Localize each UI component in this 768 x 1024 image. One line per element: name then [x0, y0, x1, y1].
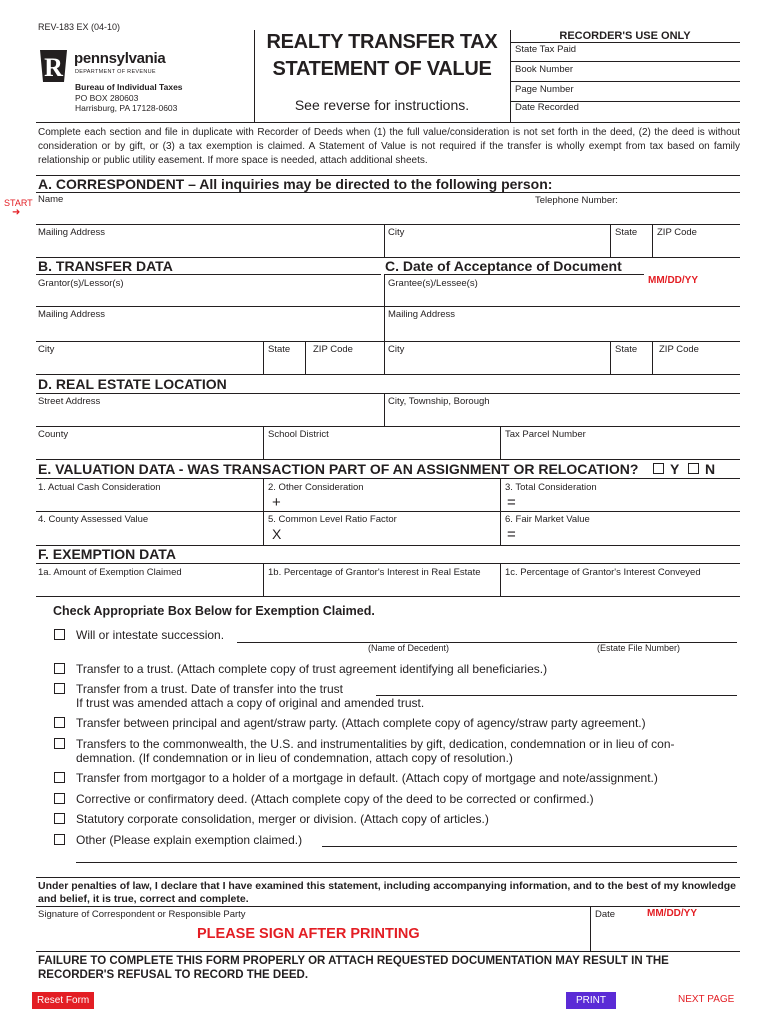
date-recorded-field[interactable]: Date Recorded	[515, 102, 579, 113]
school-district-field[interactable]: School District	[268, 429, 329, 440]
corrective-checkbox[interactable]	[54, 793, 65, 804]
grantee-city-field[interactable]: City	[388, 344, 405, 355]
telephone-field[interactable]: Telephone Number:	[535, 195, 618, 206]
section-c-title: C. Date of Acceptance of Document	[385, 258, 622, 274]
grantee-zip-field[interactable]: ZIP Code	[659, 344, 699, 355]
signature-field[interactable]: Signature of Correspondent or Responsible Party	[38, 909, 246, 920]
mortgagor-label: Transfer from mortgagor to a holder of a mortgage in default. (Attach copy of mortgage and note/assignment.)	[76, 771, 658, 785]
start-arrow-icon: ➜	[12, 207, 21, 218]
from-trust-note: If trust was amended attach a copy of original and amended trust.	[76, 696, 425, 710]
clr-factor-field[interactable]: 5. Common Level Ratio Factor	[268, 514, 397, 525]
relocation-no-label: N	[705, 461, 716, 477]
section-f-title: F. EXEMPTION DATA	[38, 546, 176, 562]
grantor-city-field[interactable]: City	[38, 344, 55, 355]
intro-text: Complete each section and file in duplicate with Recorder of Deeds when (1) the full value/consideration is not set forth in the deed, (2) the deed is without consideration or by gift, or (3) a tax exemption is claimed. A Statement of Value is not required if the transfer is wholly exempt from tax based on family relationship or public utility easement. If more space is needed, attach additional sheets.	[38, 127, 740, 166]
state-tax-paid-field[interactable]: State Tax Paid	[515, 44, 577, 55]
fair-market-value-field[interactable]: 6. Fair Market Value	[505, 514, 590, 525]
print-button[interactable]: PRINT	[566, 992, 616, 1009]
decedent-sublabel: (Name of Decedent)	[368, 643, 450, 653]
statutory-label: Statutory corporate consolidation, merger or division. (Attach copy of articles.)	[76, 812, 489, 826]
bureau: Bureau of Individual Taxes	[75, 82, 183, 92]
agency-dept: DEPARTMENT OF REVENUE	[75, 69, 156, 75]
svg-text:R: R	[44, 53, 63, 82]
signature-date-hint: MM/DD/YY	[647, 908, 697, 919]
recorder-heading: RECORDER'S USE ONLY	[559, 30, 691, 42]
section-a-title: A. CORRESPONDENT – All inquiries may be directed to the following person:	[38, 176, 553, 192]
sign-note: PLEASE SIGN AFTER PRINTING	[197, 926, 420, 942]
check-heading: Check Appropriate Box Below for Exemption Claimed.	[53, 604, 375, 618]
correspondent-mailing-field[interactable]: Mailing Address	[38, 227, 106, 238]
page-number-field[interactable]: Page Number	[515, 84, 574, 95]
times-operator: X	[272, 526, 282, 542]
see-reverse: See reverse for instructions.	[294, 97, 470, 113]
relocation-no-checkbox[interactable]	[688, 463, 699, 474]
cash-consideration-field[interactable]: 1. Actual Cash Consideration	[38, 482, 161, 493]
pa-keystone-logo	[37, 48, 70, 84]
form-code: REV-183 EX (04-10)	[38, 22, 121, 32]
grantee-state-field[interactable]: State	[615, 344, 638, 355]
other-consideration-field[interactable]: 2. Other Consideration	[268, 482, 364, 493]
signature-date-field[interactable]: Date	[595, 909, 616, 920]
section-b-title: B. TRANSFER DATA	[38, 258, 173, 274]
grantor-field[interactable]: Grantor(s)/Lessor(s)	[38, 278, 124, 289]
commonwealth-label-2: demnation. (If condemnation or in lieu of condemnation, attach copy of resolution.)	[76, 751, 513, 765]
agency-city: Harrisburg, PA 17128-0603	[75, 103, 178, 113]
date-acceptance-hint: MM/DD/YY	[648, 275, 698, 286]
estate-sublabel: (Estate File Number)	[597, 643, 681, 653]
form-title-2: STATEMENT OF VALUE	[272, 58, 492, 80]
agent-checkbox[interactable]	[54, 717, 65, 728]
commonwealth-checkbox[interactable]	[54, 738, 65, 749]
street-address-field[interactable]: Street Address	[38, 396, 101, 407]
from-trust-checkbox[interactable]	[54, 683, 65, 694]
equals-operator-1: =	[507, 494, 516, 511]
book-number-field[interactable]: Book Number	[515, 64, 574, 75]
other-label: Other (Please explain exemption claimed.)	[76, 833, 303, 847]
interest-conveyed-field[interactable]: 1c. Percentage of Grantor's Interest Conveyed	[505, 567, 701, 578]
mortgagor-checkbox[interactable]	[54, 772, 65, 783]
other-checkbox[interactable]	[54, 834, 65, 845]
grantor-interest-field[interactable]: 1b. Percentage of Grantor's Interest in Real Estate	[268, 567, 481, 578]
relocation-yes-checkbox[interactable]	[653, 463, 664, 474]
form-title-1: REALTY TRANSFER TAX	[266, 31, 498, 53]
will-label: Will or intestate succession.	[76, 628, 225, 642]
to-trust-label: Transfer to a trust. (Attach complete copy of trust agreement identifying all beneficiaries.)	[76, 662, 548, 676]
section-e-title: E. VALUATION DATA - WAS TRANSACTION PART OF AN ASSIGNMENT OR RELOCATION?	[38, 461, 639, 477]
will-checkbox[interactable]	[54, 629, 65, 640]
from-trust-label: Transfer from a trust. Date of transfer into the trust	[76, 682, 343, 696]
failure-warning: FAILURE TO COMPLETE THIS FORM PROPERLY OR ATTACH REQUESTED DOCUMENTATION MAY RESULT IN THE RECORDER'S REFUSAL TO RECORD THE DEED.	[38, 955, 669, 981]
grantee-field[interactable]: Grantee(s)/Lessee(s)	[388, 278, 478, 289]
to-trust-checkbox[interactable]	[54, 663, 65, 674]
county-assessed-field[interactable]: 4. County Assessed Value	[38, 514, 149, 525]
correspondent-city-field[interactable]: City	[388, 227, 405, 238]
agency-name: pennsylvania	[74, 50, 166, 67]
county-field[interactable]: County	[38, 429, 69, 440]
grantor-mailing-field[interactable]: Mailing Address	[38, 309, 106, 320]
exemption-amount-field[interactable]: 1a. Amount of Exemption Claimed	[38, 567, 182, 578]
plus-operator: +	[272, 494, 281, 511]
grantor-state-field[interactable]: State	[268, 344, 291, 355]
statutory-checkbox[interactable]	[54, 813, 65, 824]
commonwealth-label: Transfers to the commonwealth, the U.S. and instrumentalities by gift, dedication, condemnation or in lieu of con-	[76, 737, 675, 751]
reset-form-button[interactable]: Reset Form	[32, 992, 94, 1009]
equals-operator-2: =	[507, 526, 516, 543]
start-label: START	[4, 198, 33, 208]
penalty-text: Under penalties of law, I declare that I have examined this statement, including accompanying information, and to the best of my knowledge and belief, it is true, correct and complete.	[38, 880, 736, 905]
correspondent-name-field[interactable]: Name	[38, 194, 64, 205]
grantee-mailing-field[interactable]: Mailing Address	[388, 309, 456, 320]
total-consideration-field[interactable]: 3. Total Consideration	[505, 482, 597, 493]
section-d-title: D. REAL ESTATE LOCATION	[38, 376, 227, 392]
next-page-link[interactable]: NEXT PAGE	[678, 994, 735, 1005]
tax-parcel-field[interactable]: Tax Parcel Number	[505, 429, 586, 440]
correspondent-zip-field[interactable]: ZIP Code	[657, 227, 697, 238]
pobox: PO BOX 280603	[75, 93, 139, 103]
agent-label: Transfer between principal and agent/straw party. (Attach complete copy of agency/straw party agreement.)	[76, 716, 646, 730]
city-township-field[interactable]: City, Township, Borough	[388, 396, 490, 407]
relocation-yes-label: Y	[670, 461, 680, 477]
grantor-zip-field[interactable]: ZIP Code	[313, 344, 353, 355]
correspondent-state-field[interactable]: State	[615, 227, 638, 238]
corrective-label: Corrective or confirmatory deed. (Attach complete copy of the deed to be corrected or confirmed.)	[76, 792, 594, 806]
